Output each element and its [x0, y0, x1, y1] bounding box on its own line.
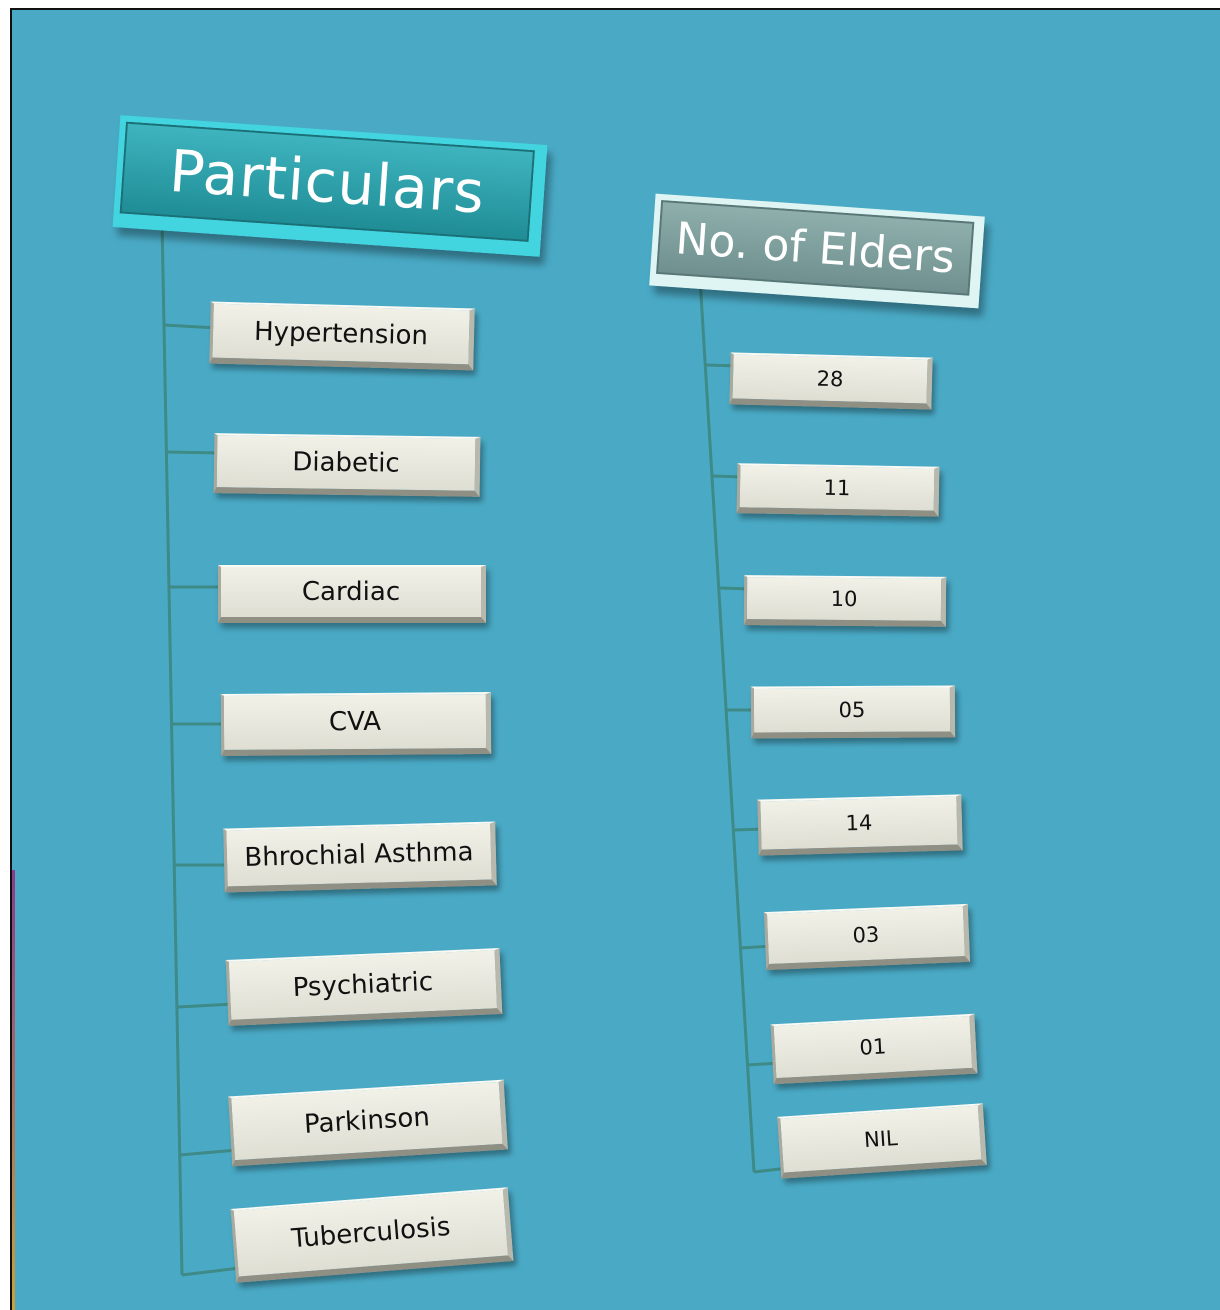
elders-trunk — [700, 278, 754, 1172]
elders-count: 10 — [744, 575, 946, 627]
particulars-branch — [182, 1268, 240, 1275]
elders-count: NIL — [777, 1103, 987, 1179]
particular-item: Psychiatric — [226, 948, 503, 1026]
particular-item: Tuberculosis — [231, 1187, 514, 1283]
particulars-branch — [180, 1150, 237, 1155]
particulars-header: Particulars — [113, 115, 548, 257]
elders-header: No. of Elders — [649, 194, 985, 309]
elders-count: 11 — [737, 463, 940, 517]
particulars-trunk — [162, 220, 182, 1275]
elders-count: 03 — [764, 904, 970, 970]
slide-canvas — [10, 8, 1220, 1310]
particulars-branch — [178, 1004, 234, 1007]
particular-item: Parkinson — [228, 1080, 508, 1167]
elders-count: 28 — [729, 352, 932, 409]
elders-count: 14 — [757, 794, 962, 855]
particular-item: CVA — [221, 692, 491, 756]
elders-count: 01 — [771, 1014, 978, 1085]
particulars-branch — [166, 452, 221, 453]
particular-item: Diabetic — [214, 433, 481, 497]
particular-item: Hypertension — [209, 302, 475, 371]
particular-item: Bhrochial Asthma — [223, 821, 497, 892]
particular-item: Cardiac — [218, 565, 486, 623]
particulars-branch — [164, 325, 217, 328]
elders-count: 05 — [751, 685, 955, 738]
